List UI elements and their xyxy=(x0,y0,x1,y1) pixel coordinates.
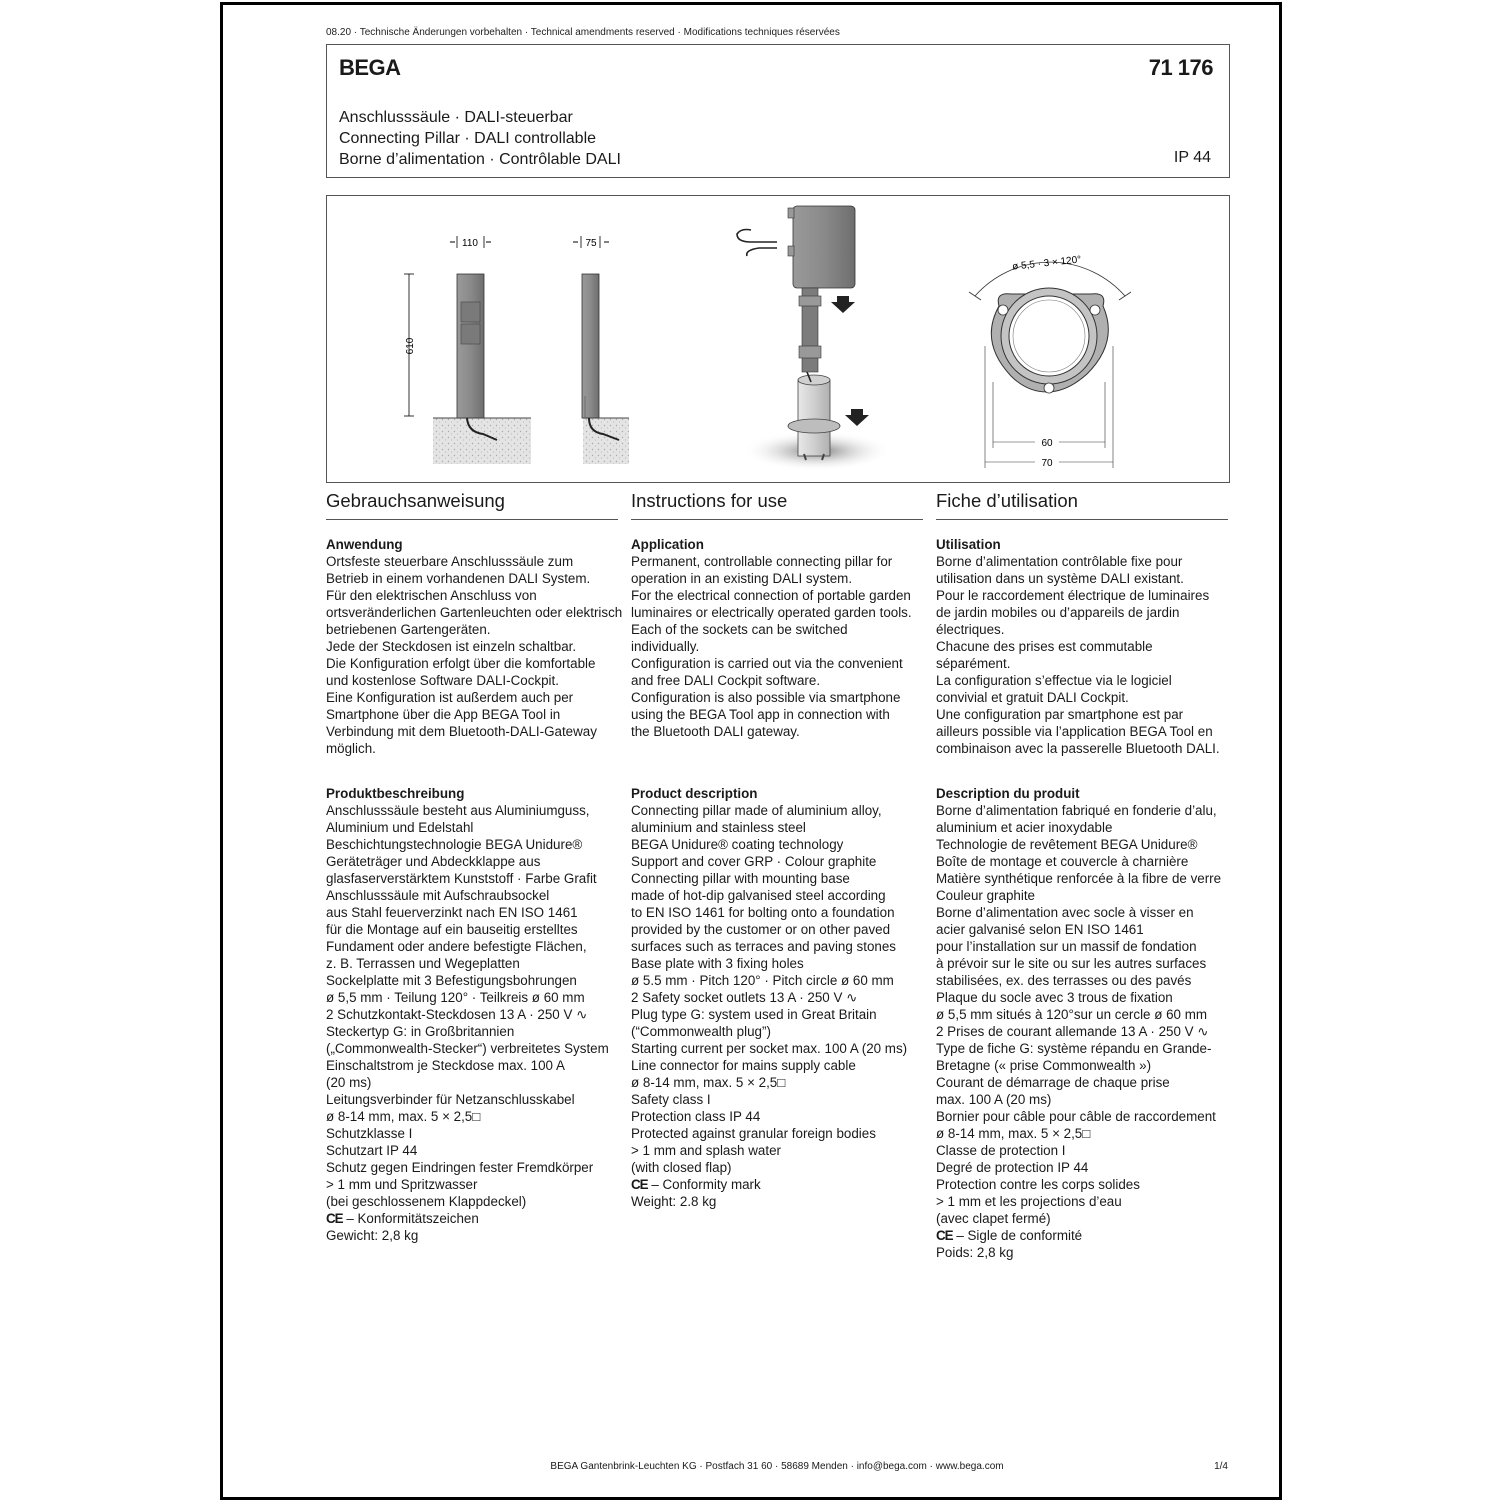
section-application xyxy=(631,536,923,740)
text-line: Fundament oder andere befestigte Flächen, xyxy=(326,939,587,954)
brand-name: BEGA xyxy=(339,55,401,80)
text-line: combinaison avec la passerelle Bluetooth DALI. xyxy=(936,741,1220,756)
ce-text: – Sigle de conformité xyxy=(952,1228,1083,1243)
text-line: Couleur graphite xyxy=(936,888,1036,903)
text-line: Une configuration par smartphone est par xyxy=(936,707,1184,722)
header-box xyxy=(326,44,1230,178)
section-product-description xyxy=(631,785,923,1210)
text-line: utilisation dans un système DALI existant. xyxy=(936,571,1184,586)
text-line: betriebenen Gartengeräten. xyxy=(326,622,491,637)
text-line: ø 5.5 mm · Pitch 120° · Pitch circle ø 60 mm xyxy=(631,973,894,988)
text-line: à prévoir sur le site ou sur les autres surfaces xyxy=(936,956,1207,971)
section-body xyxy=(631,553,923,740)
text-line: Technologie de revêtement BEGA Unidure® xyxy=(936,837,1198,852)
section-product-description xyxy=(326,785,618,1244)
text-line: z. B. Terrassen und Wegeplatten xyxy=(326,956,520,971)
text-line: Borne d’alimentation avec socle à visser en xyxy=(936,905,1194,920)
column-heading: Fiche d’utilisation xyxy=(936,492,1228,520)
section-title: Anwendung xyxy=(326,537,403,552)
protection-rating: IP 44 xyxy=(1173,149,1211,166)
section-body xyxy=(631,802,923,1176)
text-line: (20 ms) xyxy=(326,1075,372,1090)
text-line: Support and cover GRP · Colour graphite xyxy=(631,854,877,869)
text-line: Permanent, controllable connecting pillar for xyxy=(631,554,893,569)
text-line: Degré de protection IP 44 xyxy=(936,1160,1089,1175)
text-line: Geräteträger und Abdeckklappe aus xyxy=(326,854,541,869)
section-application xyxy=(936,536,1228,757)
base-plate-view xyxy=(969,254,1131,469)
text-line: aluminium and stainless steel xyxy=(631,820,806,835)
column-en xyxy=(631,490,923,1209)
text-line: Anschlusssäule mit Aufschraubsockel xyxy=(326,888,550,903)
dim-inner: 60 xyxy=(1041,438,1053,449)
text-line: aluminium et acier inoxydable xyxy=(936,820,1113,835)
text-line: ortsveränderlichen Gartenleuchten oder elektrisch xyxy=(326,605,623,620)
text-line: 2 Safety socket outlets 13 A · 250 V ∿ xyxy=(631,990,858,1005)
text-line: für die Montage auf ein bauseitig erstelltes xyxy=(326,922,578,937)
page-number: 1/4 xyxy=(1214,1461,1228,1472)
text-line: Borne d’alimentation fabriqué en fonderie d’alu, xyxy=(936,803,1217,818)
section-title: Utilisation xyxy=(936,537,1001,552)
text-line: Matière synthétique renforcée à la fibre de verre xyxy=(936,871,1222,886)
text-line: 2 Prises de courant allemande 13 A · 250 V ∿ xyxy=(936,1024,1209,1039)
mounting-view xyxy=(737,206,892,471)
text-line: Configuration is carried out via the convenient xyxy=(631,656,903,671)
text-line: („Commonwealth-Stecker“) verbreitetes System xyxy=(326,1041,609,1056)
column-heading: Instructions for use xyxy=(631,492,923,520)
text-line: Chacune des prises est commutable xyxy=(936,639,1153,654)
text-line: Starting current per socket max. 100 A (20 ms) xyxy=(631,1041,908,1056)
column-heading: Gebrauchsanweisung xyxy=(326,492,618,520)
ce-mark-icon: CE xyxy=(631,1177,648,1192)
text-line: Ortsfeste steuerbare Anschlusssäule zum xyxy=(326,554,574,569)
dim-height: 610 xyxy=(405,337,416,355)
text-line: électriques. xyxy=(936,622,1005,637)
text-line: For the electrical connection of portable garden xyxy=(631,588,911,603)
text-line: Each of the sockets can be switched xyxy=(631,622,848,637)
text-line: operation in an existing DALI system. xyxy=(631,571,853,586)
text-line: aus Stahl feuerverzinkt nach EN ISO 1461 xyxy=(326,905,578,920)
text-line: glasfaserverstärktem Kunststoff · Farbe Grafit xyxy=(326,871,597,886)
text-line: max. 100 A (20 ms) xyxy=(936,1092,1052,1107)
text-line: and free DALI Cockpit software. xyxy=(631,673,821,688)
text-line: Protected against granular foreign bodies xyxy=(631,1126,876,1141)
ce-line xyxy=(936,1227,1228,1244)
text-line: Pour le raccordement électrique de luminaires xyxy=(936,588,1210,603)
text-line: stabilisées, ex. des terrasses ou des pavés xyxy=(936,973,1192,988)
section-body xyxy=(936,802,1228,1227)
front-view xyxy=(404,236,531,464)
text-line: provided by the customer or on other paved xyxy=(631,922,891,937)
text-line: Leitungsverbinder für Netzanschlusskabel xyxy=(326,1092,575,1107)
text-line: Smartphone über die App BEGA Tool in xyxy=(326,707,561,722)
column-fr xyxy=(936,490,1228,1260)
text-line: Eine Konfiguration ist außerdem auch per xyxy=(326,690,574,705)
text-line: Base plate with 3 fixing holes xyxy=(631,956,804,971)
text-line: (with closed flap) xyxy=(631,1160,732,1175)
text-line: Schutz gegen Eindringen fester Fremdkörper xyxy=(326,1160,594,1175)
text-line: Configuration is also possible via smartphone xyxy=(631,690,901,705)
text-line: Einschaltstrom je Steckdose max. 100 A xyxy=(326,1058,565,1073)
title-en: Connecting Pillar · DALI controllable xyxy=(339,130,597,147)
text-line: Courant de démarrage de chaque prise xyxy=(936,1075,1170,1090)
text-line: made of hot-dip galvanised steel according xyxy=(631,888,886,903)
footer-address: BEGA Gantenbrink-Leuchten KG · Postfach 31 60 · 58689 Menden · info@bega.com · www.bega.com xyxy=(550,1461,1004,1472)
text-line: ø 8-14 mm, max. 5 × 2,5□ xyxy=(326,1109,481,1124)
text-line: Classe de protection I xyxy=(936,1143,1066,1158)
weight: Weight: 2.8 kg xyxy=(631,1194,717,1209)
text-line: > 1 mm and splash water xyxy=(631,1143,781,1158)
text-line: möglich. xyxy=(326,741,376,756)
text-line: Beschichtungstechnologie BEGA Unidure® xyxy=(326,837,583,852)
dim-outer: 70 xyxy=(1041,458,1053,469)
text-line: Steckertyp G: in Großbritannien xyxy=(326,1024,515,1039)
product-titles xyxy=(339,107,621,170)
section-title: Produktbeschreibung xyxy=(326,786,465,801)
text-line: Connecting pillar with mounting base xyxy=(631,871,850,886)
ce-mark-icon: CE xyxy=(326,1211,343,1226)
title-de: Anschlusssäule · DALI-steuerbar xyxy=(339,109,573,126)
text-line: ailleurs possible via l’application BEGA Tool en xyxy=(936,724,1213,739)
section-title: Application xyxy=(631,537,704,552)
text-line: Protection class IP 44 xyxy=(631,1109,761,1124)
section-product-description xyxy=(936,785,1228,1261)
text-line: individually. xyxy=(631,639,700,654)
text-line: ø 8-14 mm, max. 5 × 2,5□ xyxy=(631,1075,786,1090)
text-line: luminaires or electrically operated garden tools. xyxy=(631,605,912,620)
text-line: the Bluetooth DALI gateway. xyxy=(631,724,800,739)
text-line: surfaces such as terraces and paving stones xyxy=(631,939,896,954)
text-line: La configuration s’effectue via le logiciel xyxy=(936,673,1172,688)
dim-side-width: 75 xyxy=(585,238,597,249)
text-line: Plug type G: system used in Great Britain xyxy=(631,1007,877,1022)
ce-text: – Conformity mark xyxy=(647,1177,761,1192)
text-line: Für den elektrischen Anschluss von xyxy=(326,588,537,603)
top-note: 08.20 · Technische Änderungen vorbehalten · Technical amendments reserved · Modifications techniques réservées xyxy=(326,27,840,38)
text-line: pour l’installation sur un massif de fondation xyxy=(936,939,1197,954)
text-line: Safety class I xyxy=(631,1092,711,1107)
text-line: (bei geschlossenem Klappdeckel) xyxy=(326,1194,527,1209)
text-line: Bretagne (« prise Commonwealth ») xyxy=(936,1058,1152,1073)
text-line: > 1 mm et les projections d’eau xyxy=(936,1194,1122,1209)
dim-front-width: 110 xyxy=(462,238,478,249)
text-line: BEGA Unidure® coating technology xyxy=(631,837,844,852)
drawing-svg xyxy=(327,196,1229,482)
ce-line xyxy=(326,1210,618,1227)
text-line: using the BEGA Tool app in connection with xyxy=(631,707,890,722)
text-line: Anschlusssäule besteht aus Aluminiumguss, xyxy=(326,803,590,818)
section-body xyxy=(326,553,623,757)
text-line: > 1 mm und Spritzwasser xyxy=(326,1177,478,1192)
text-line: Verbindung mit dem Bluetooth-DALI-Gateway xyxy=(326,724,597,739)
text-line: Protection contre les corps solides xyxy=(936,1177,1140,1192)
section-title: Description du produit xyxy=(936,786,1080,801)
text-line: ø 8-14 mm, max. 5 × 2,5□ xyxy=(936,1126,1091,1141)
dim-holes: ø 5,5 · 3 × 120° xyxy=(1011,254,1082,273)
section-application xyxy=(326,536,623,757)
text-line: Line connector for mains supply cable xyxy=(631,1058,856,1073)
text-line: to EN ISO 1461 for bolting onto a foundation xyxy=(631,905,895,920)
text-line: Plaque du socle avec 3 trous de fixation xyxy=(936,990,1173,1005)
section-body xyxy=(326,802,618,1210)
section-title: Product description xyxy=(631,786,758,801)
weight: Poids: 2,8 kg xyxy=(936,1245,1014,1260)
ce-text: – Konformitätszeichen xyxy=(342,1211,479,1226)
text-line: 2 Schutzkontakt-Steckdosen 13 A · 250 V ∿ xyxy=(326,1007,588,1022)
text-line: convivial et gratuit DALI Cockpit. xyxy=(936,690,1129,705)
text-line: de jardin mobiles ou d’appareils de jardin xyxy=(936,605,1180,620)
text-line: Betrieb in einem vorhandenen DALI System. xyxy=(326,571,591,586)
text-line: Aluminium und Edelstahl xyxy=(326,820,474,835)
text-line: Sockelplatte mit 3 Befestigungsbohrungen xyxy=(326,973,577,988)
side-view xyxy=(573,236,629,464)
text-line: Jede der Steckdosen ist einzeln schaltbar. xyxy=(326,639,577,654)
text-line: Die Konfiguration erfolgt über die komfortable xyxy=(326,656,596,671)
title-fr: Borne d’alimentation · Contrôlable DALI xyxy=(339,151,621,168)
text-line: und kostenlose Software DALI-Cockpit. xyxy=(326,673,559,688)
article-number: 71 176 xyxy=(1148,55,1213,80)
text-line: Type de fiche G: système répandu en Grande- xyxy=(936,1041,1212,1056)
weight: Gewicht: 2,8 kg xyxy=(326,1228,419,1243)
text-line: Borne d’alimentation contrôlable fixe pour xyxy=(936,554,1183,569)
text-line: ø 5,5 mm situés à 120°sur un cercle ø 60 mm xyxy=(936,1007,1208,1022)
ce-line xyxy=(631,1176,923,1193)
text-line: Schutzklasse I xyxy=(326,1126,413,1141)
text-line: Schutzart IP 44 xyxy=(326,1143,418,1158)
text-line: (“Commonwealth plug”) xyxy=(631,1024,771,1039)
text-line: Boîte de montage et couvercle à charnière xyxy=(936,854,1189,869)
text-line: Bornier pour câble pour câble de raccordement xyxy=(936,1109,1216,1124)
ce-mark-icon: CE xyxy=(936,1228,953,1243)
section-body xyxy=(936,553,1228,757)
column-de xyxy=(326,490,623,1243)
product-drawing xyxy=(326,195,1230,483)
text-line: Connecting pillar made of aluminium alloy, xyxy=(631,803,882,818)
text-line: acier galvanisé selon EN ISO 1461 xyxy=(936,922,1144,937)
text-line: séparément. xyxy=(936,656,1011,671)
text-line: ø 5,5 mm · Teilung 120° · Teilkreis ø 60 mm xyxy=(326,990,585,1005)
text-line: (avec clapet fermé) xyxy=(936,1211,1051,1226)
